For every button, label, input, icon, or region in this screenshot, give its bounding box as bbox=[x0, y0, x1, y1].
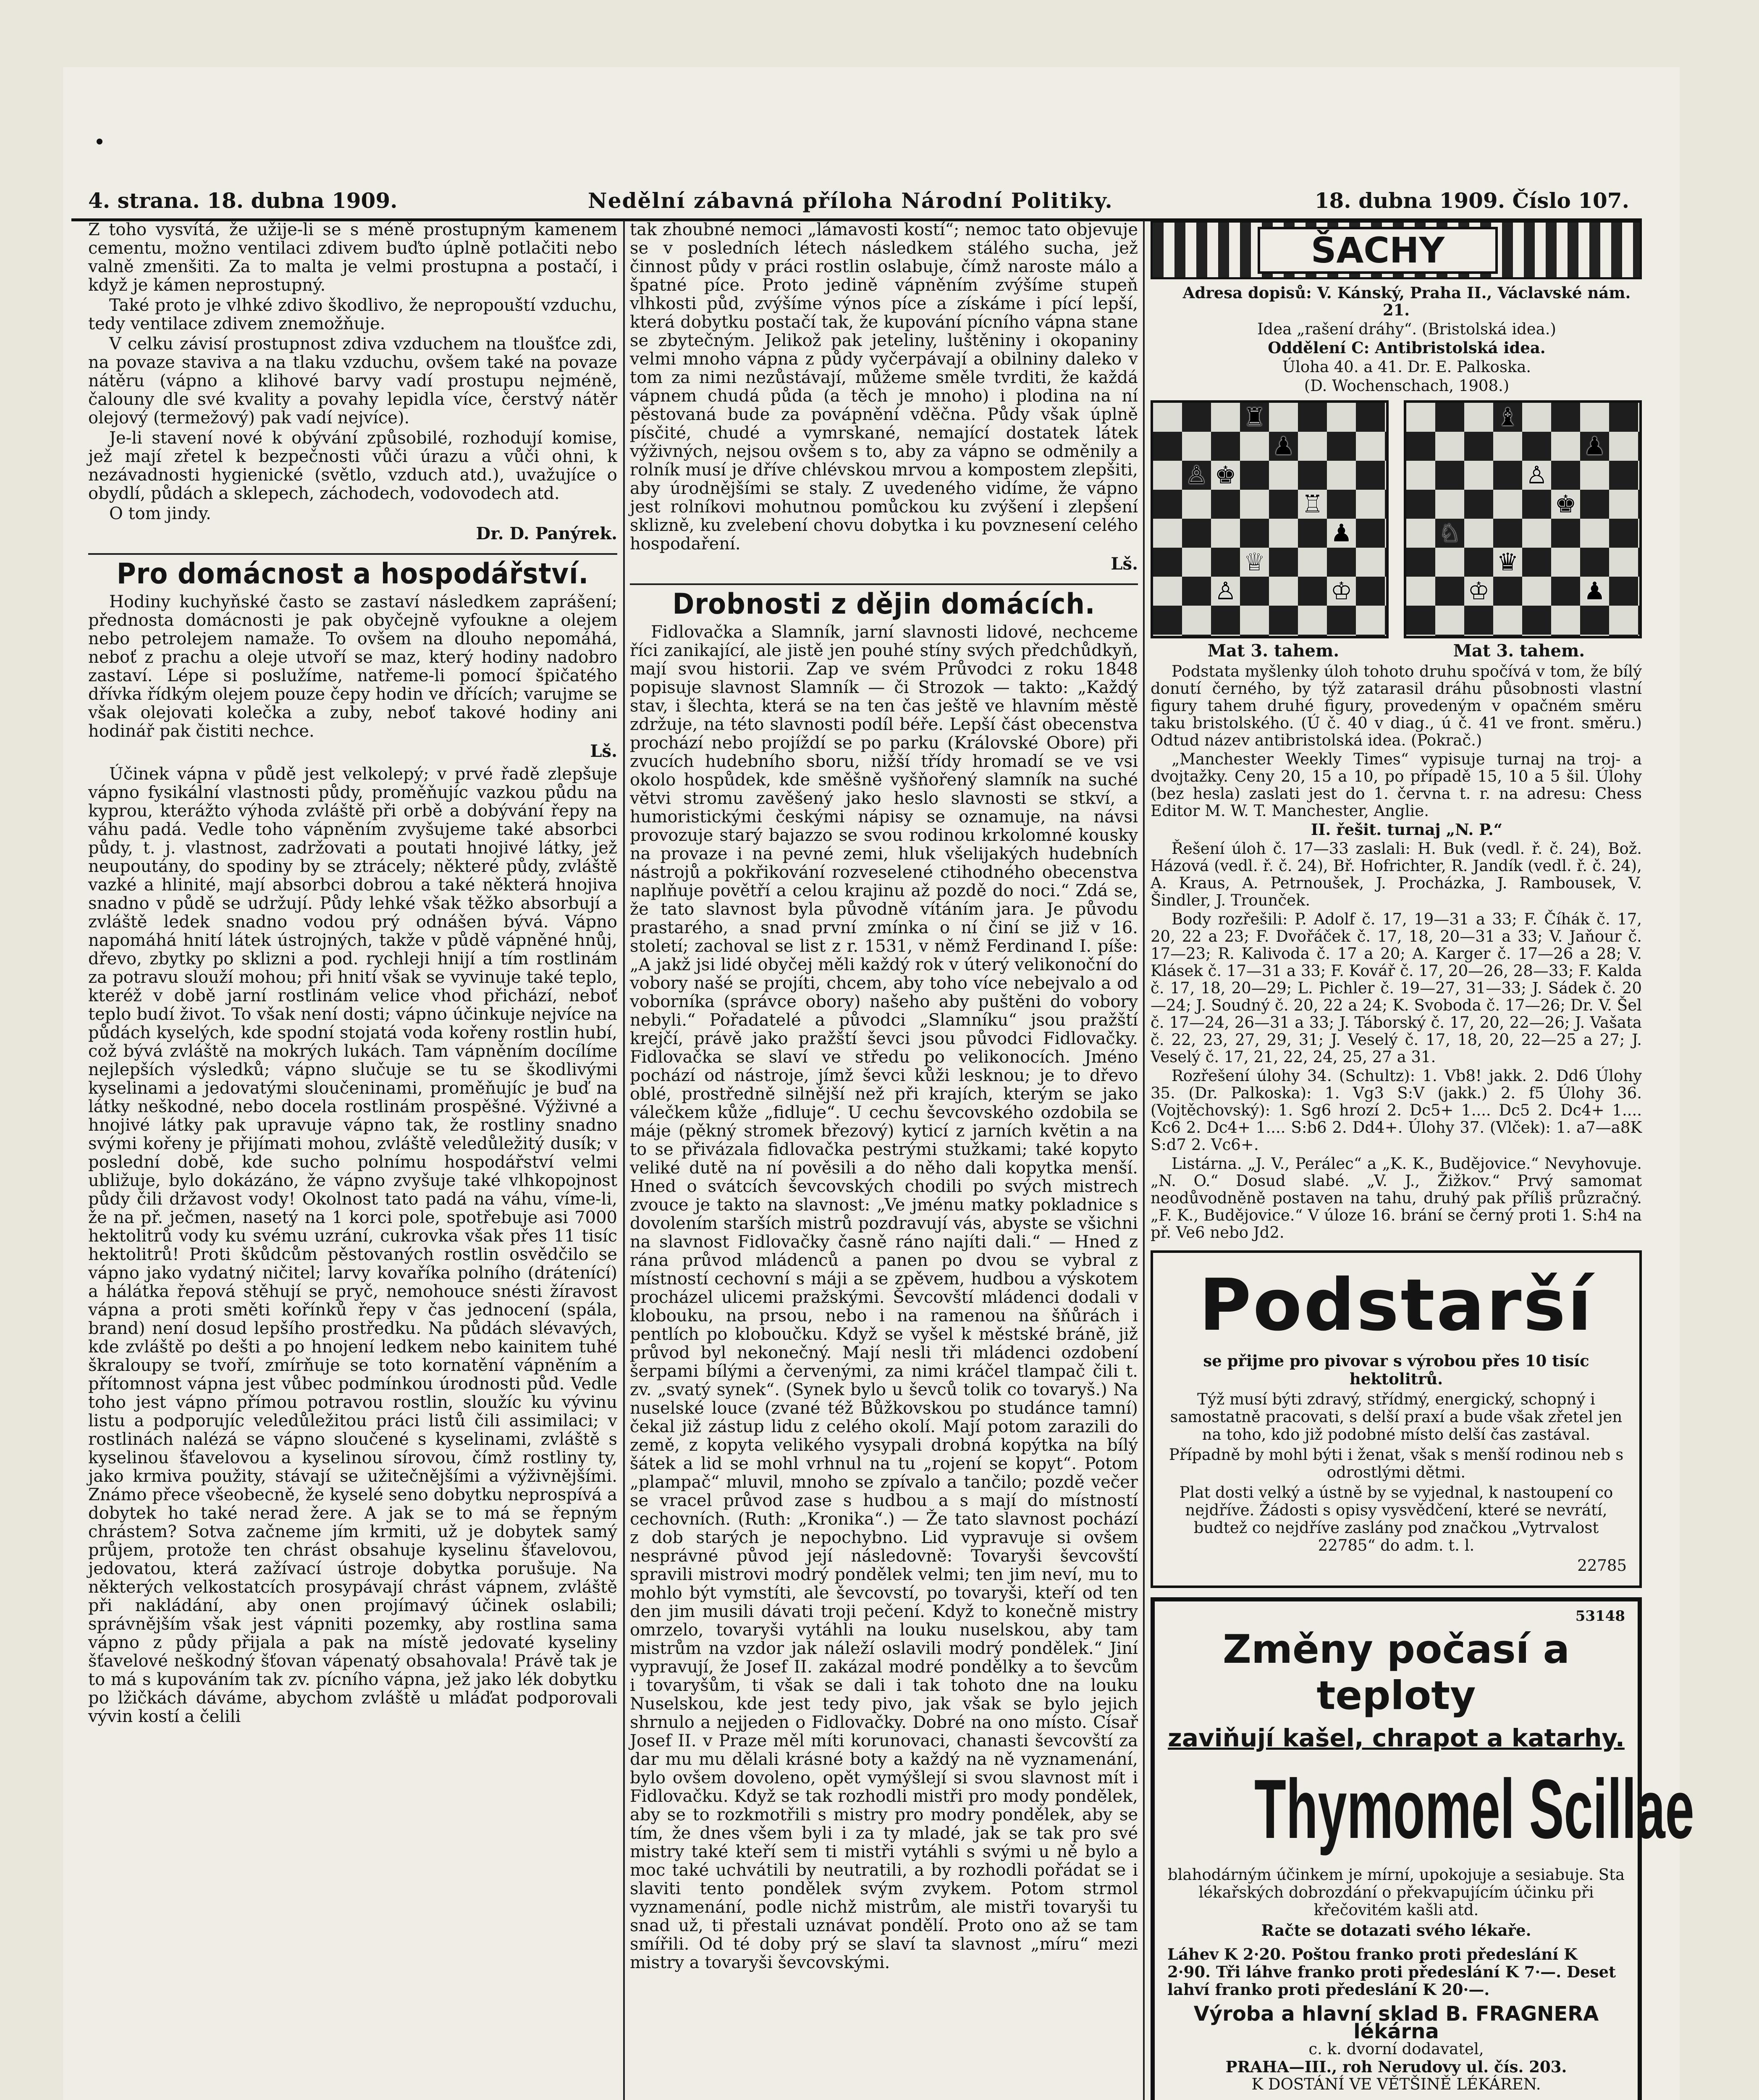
ad-line: Račte se dotazati svého lékaře. bbox=[1261, 1921, 1531, 1940]
chess-diagrams bbox=[1151, 400, 1642, 638]
ad-code: 22785 bbox=[1577, 1557, 1627, 1575]
article-paragraph: V celku závisí prostupnost zdiva vzduchem na tloušťce zdi, na povaze staviva a na tlaku vzduchu, ovšem také na povaze nátěru (vápno a klihové barvy vadí prostupu nejméně, čalouny dle své kvality a povahy lepidla více, čerstvý nátěr olejový (termežový) pak vadí nejvíce). bbox=[88, 334, 617, 428]
column-3 bbox=[1151, 220, 1694, 2100]
chess-captions bbox=[1151, 642, 1642, 660]
ad-seller: Výroba a hlavní sklad B. FRAGNERA lékárna bbox=[1193, 2002, 1599, 2043]
author-signature: Lš. bbox=[1111, 554, 1138, 574]
chess-problems: Úloha 40. a 41. Dr. E. Palkoska. bbox=[1282, 358, 1531, 376]
chess-department: Oddělení C: Antibristolská idea. bbox=[1268, 339, 1546, 357]
chess-piece: ♖ bbox=[1301, 490, 1324, 518]
column-divider bbox=[623, 220, 625, 2100]
chess-caption: Mat 3. tahem. bbox=[1207, 641, 1340, 661]
ad-subheadline: zaviňují kašel, chrapot a katarhy. bbox=[1168, 1724, 1625, 1752]
ad-line: Týž musí býti zdravý, střídmý, energický, schopný i samostatně pracovati, s delší praxí a bude však zřetel jen na toho, kdo již podobné místo delší čas zastával. bbox=[1170, 1390, 1623, 1444]
column-1 bbox=[88, 220, 617, 1727]
chess-banner bbox=[1151, 220, 1642, 279]
chess-text: Listárna. „J. V., Perálec“ a „K. K., Budějovice.“ Nevyhovuje. „N. O.“ Dosud slabé. „V. J., Žižkov.“ Prvý samomat neodůvodněně postaven na tahu, druhý pak příliš průzračný. „F. K., Budějovice.“ V úloze 16. brání se černý proti 1. S:h4 na př. Ve6 nebo Jd2. bbox=[1151, 1155, 1642, 1242]
ad-available: K DOSTÁNÍ VE VĚTŠINĚ LÉKÁREN. bbox=[1251, 2075, 1541, 2093]
chess-piece: ♟ bbox=[1583, 577, 1606, 605]
article-paragraph: Z toho vysvítá, že užije-li se s méně prostupným kamenem cementu, možno ventilaci zdivem buďto úplně potlačiti nebo valně zmenšiti. Za to malta je velmi prostupna a postačí, i když je kámen neprostupný. bbox=[88, 220, 617, 295]
chess-text: Řešení úloh č. 17—33 zaslali: H. Buk (vedl. ř. č. 24), Bož. Házová (vedl. ř. č. 24), Bř. Hofrichter, R. Jandík (vedl. ř. č. 24), A. Kraus, A. Petrnoušek, J. Procházka, J. Rambousek, V. Šindler, J. Trounček. bbox=[1151, 840, 1642, 909]
chess-board-41 bbox=[1404, 400, 1642, 638]
chess-piece: ♔ bbox=[1468, 577, 1490, 605]
chess-text: Body rozřešili: P. Adolf č. 17, 19—31 a 33; F. Číhák č. 17, 20, 22 a 23; F. Dvořáček č. 17, 18, 20—31 a 33; V. Jaňour č. 17—23; R. Kalivoda č. 17 a 20; A. Karger č. 17—26 a 28; V. Klásek č. 17—31 a 33; F. Kovář č. 17, 20—26, 28—33; F. Kalda č. 17, 18, 20—29; L. Pichler č. 19—27, 31—33; J. Sádek č. 20—24; J. Soudný č. 20, 22 a 24; K. Svoboda č. 17—26; Dr. V. Šel č. 17—24, 26—31 a 33; J. Táborský č. 17, 20, 22—26; J. Vašata č. 22, 23, 27, 29, 31; J. Veselý č. 17, 18, 20, 22—25 a 27; J. Veselý č. 17, 21, 22, 24, 25, 27 a 31. bbox=[1151, 910, 1642, 1066]
article-paragraph: O tom jindy. bbox=[109, 504, 211, 523]
article-paragraph: Je-li stavení nové k obývání způsobilé, rozhodují komise, jež mají zřetel k bezpečnosti vůči úrazu a vůči ohni, k nezávadnosti hygienické (světlo, vzduch atd.), uvažujíce o obydlí, půdách a sklepech, záchodech, vodovodech atd. bbox=[88, 428, 617, 503]
article-paragraph: tak zhoubné nemoci „lámavosti kostí“; nemoc tato objevuje se v posledních létech následkem stálého sucha, jež činnost půdy v práci rostlin oslabuje, čímž naroste málo a špatné píce. Proto jedině vápněním zvýšíme stupeň vlhkosti půd, zvýšíme výnos píce a získáme i pící lepší, která dobytku postačí tak, že kupování pícního vápna stane se zbytečným. Jelikož pak jeteliny, luštěniny i okopaniny velmi mnoho vápna z půdy vyčerpávají a obilniny daleko v tom za nimi nezůstávají, můžeme směle tvrditi, že každá vápnem chudá půda (a těch je mnoho) i plodina na ní pěstovaná bude za povápnění vděčna. Půdy však úplně písčité, chudé a vymrskané, nemající dostatek látek výživných, nejsou ovšem s to, aby za vápno se odměnily a rolník musí je dříve chlévskou mrvou a kompostem zlepšiti, aby úrodnějšími se staly. Z uvedeného vidíme, že vápno jest rolníkovi mohutnou pomůckou ku zvýšení i zlepšení sklizně, ku zvelebení chovu dobytka i ku povznesení celého hospodaření. bbox=[630, 220, 1138, 554]
section-title: Drobnosti z dějin domácích. bbox=[672, 588, 1096, 621]
ad-line: blahodárným účinkem je mírní, upokojuje a sesiabuje. Sta lékařských dobrozdání o překvapujícím účinku při křečovitém kašli atd. bbox=[1167, 1866, 1625, 1919]
chess-piece: ♚ bbox=[1555, 490, 1577, 518]
ad-address: PRAHA—III., roh Nerudovy ul. čís. 203. bbox=[1225, 2058, 1567, 2076]
article-paragraph: Fidlovačka a Slamník, jarní slavnosti lidové, nechceme říci zanikající, ale jistě jen pouhé stíny svých předchůdkyň, mají svou historii. Zap ve svém Průvodci z roku 1848 popisuje slavnost Slamník — či Strozok — takto: „Každý stav, i šlechta, která se na ten čas ještě ve hlavním městě zdržuje, na této slavnosti podíl béře. Lepší část obecenstva prochází nebo projíždí se po parku (Královské Obore) při zvucích hudebního sboru, nižší třídy hromadí se ve vsi okolo hospůdek, kde směšně vyšňořený slamník na suché větvi stromu zavěšený jako heslo slavnosti se stkví, a humoristickými českými nápisy se oznamuje, na návsi provozuje starý bajazzo se svou rodinou krkolomné kousky na provaze i na pevné zemi, hluk všelijakých hudebních nástrojů a pokřikování rozveselené ctihodného obecenstva naplňuje povětří a celou krajinu až pozdě do noci.“ Zdá se, že tato slavnost byla původně vítáním jara. Je původu prastarého, a snad první zmínka o ní činí se již v 16. století; zachoval se list z r. 1531, v němž Ferdinand I. píše: „A jakž jsi lidé obyčej měli každý rok v úterý velikonoční do vobory našé se projíti, chcem, aby toho více nebejvalo a od voborníka (správce obory) našeho aby puštěni do vobory nebyli.“ Pořadatelé a původci „Slamníku“ jsou pražští krejčí, právě jako pražští ševci jsou původci Fidlovačky. Fidlovačka se slaví ve středu po velikonocích. Jméno pochází od nástroje, jímž ševci kůži lesknou; je to dřevo oblé, prostředně silnější než při krajích, kterým se jako válečkem kůže „fidluje“. U cechu ševcovského ozdobila se máje (pěkný stromek březový) kyticí z jarních květin a na to se přivázala fidlovačka pestrými stužkami; také kopyto veliké dutě na ní pověsili a do něho dali kopytka menší. Hned o svátcích ševcovských chodili po svých mistrech zvouce je takto na slavnost: „Ve jménu matky pokladnice s dovolením starších mistrů pozdravují vás, abyste se všichni na slavnost Fidlovačky časně ráno najíti dali.“ — Hned z rána průvod mládenců a panen po dvou se vybral z místností cechovní s máji a se zpěvem, hudbou a výskotem procházel ulicemi pražskými. Ševcovští mládenci dodali v klobouku, na prsou, nebo i na ramenou na šňůrách i pentlích po kloboučku. Když se vyšel k městské bráně, již průvod byl nekonečný. Mají nesli tři mládenci ozdobení šerpami bílými a červenými, za nimi kráčel tlampač čili t. zv. „svatý synek“. (Synek bylo u ševců tolik co tovaryš.) Na nuselské louce (zvané též Bůžkovskou po studánce tamní) čekal již zástup lidu z celého okolí. Mají potom zarazili do země, z kopyta velikého vysypali drobná kopýtka na bílý šátek a lid se mohl vrhnul na tu „rojení se kopyt“. Potom „plampač“ mluvil, mnoho se zpívalo a tančilo; pozdě večer se vracel průvod zase s hudbou a s mají do místností cechovních. (Ruth: „Kronika“.) — Že tato slavnost pochází z dob starých je nepochybno. Lid vypravuje si ovšem nesprávné původ její následovně: Tovaryši ševcovští spravili mistrovi modrý pondělek velmi; ten jim neví, mu to mohlo být vymstíti, ale ševcovstí, po tovaryši, kteří od ten den jim musili dávati troji pečení. Když to konečně mistry omrzelo, tovaryši vytáhli na louku nuselskou, aby tam mistrům na vzdor jak náleží oslavili modrý pondělek.“ Jiní vypravují, že Josef II. zakázal modré pondělky a to ševcům i tovaryšům, ti však se dali i tak tohoto dne na louku Nuselskou, kde jest tedy pivo, jak však se bylo jejich shrnulo a nejjeden o Fidlovačky. Dobré na ono místo. Císař Josef II. v Praze měl míti korunovaci, chanasti ševcovští za dar mu mu dělali krásné boty a každý na ně vyznamenání, bylo ovšem dovoleno, opět vymýšlejí si svou slavnost mít i Fidlovačku. Když se tak rozhodli mistři pro mody pondělek, aby se to rozkmotřili s mistry pro modry pondělek, aby se tím, že dnes všem byli i za ty mladé, jak se tak pro své mistry také kteří sem ti mistři vytáhli s svými u ně bylo a moc také uchvátili by neutratili, a by rozhodli pořádat se i slaviti tento pondělek svým zvykem. Potom strmol vyznamenání, podle nichž mistrům, ale mistři tovaryši tu snad už, ti přestali uznávat pondělí. Proto ono až se tam smířili. Od té doby prý se slaví ta slavnost „míru“ mezi mistry a tovaryši ševcovskými. bbox=[630, 622, 1138, 1972]
ad-code: 53148 bbox=[1575, 1608, 1625, 1625]
chess-text: „Manchester Weekly Times“ vypisuje turnaj na troj- a dvojtažky. Ceny 20, 15 a 10, po případě 15, 10 a 5 šil. Úlohy (bez hesla) zaslati jest do 1. června t. r. na adresu: Chess Editor M. W. T. Manchester, Anglie. bbox=[1151, 750, 1642, 820]
chess-tourney-title: II. řešit. turnaj „N. P.“ bbox=[1311, 820, 1503, 839]
article-paragraph: Také proto je vlhké zdivo škodlivo, že nepropouští vzduchu, tedy ventilace zdivem znemožňuje. bbox=[88, 296, 617, 333]
section-title: Pro domácnost a hospodářství. bbox=[116, 557, 589, 591]
ad-price-line: Láhev K 2·20. Poštou franko proti předeslání K 2·90. Tři láhve franko proti předeslání K 7·—. Deset lahví franko proti předeslání K 20·—. bbox=[1167, 1945, 1616, 1999]
section-divider bbox=[88, 553, 617, 555]
header-page-date: 4. strana. 18. dubna 1909. bbox=[88, 188, 398, 213]
header-publication: Nedělní zábavná příloha Národní Politiky. bbox=[588, 188, 1113, 213]
chess-piece: ♟ bbox=[1583, 432, 1606, 460]
chess-piece: ♛ bbox=[1497, 548, 1519, 576]
chess-piece: ♙ bbox=[1214, 577, 1237, 605]
article-paragraph: Účinek vápna v půdě jest velkolepý; v prvé řadě zlepšuje vápno fysikální vlastnosti půdy, proměňujíc vazkou půdu na kyprou, kterážto výhoda zvláště při orbě a dobývání řepy na váhu padá. Vedle toho vápněním zvyšujeme také absorbci půdy, t. j. vlastnost, zadržovati a poutati hnojivé látky, jež neupoutány, do spodiny by se ztrácely; některé půdy, zvláště vazké a hlinité, mají absorbci dobrou a také některá hnojiva snadno v půdě se udržují. Půdy lehké však těžko absorbují a zvláště ledek snadno vodou prý odnášen bývá. Vápno napomáhá hnití látek ústrojných, takže v půdě vápněné hnůj, dřevo, zbytky po sklizni a pod. rychleji hnijí a tím rostlinám za potravu slouží mohou; při hnití však se vyvinuje také teplo, kteréž v době jarní rostlinám velice vhod přichází, neboť teplo budí život. To však není dosti; vápno účinkuje nejvíce na půdách kyselých, kde spodní stojatá voda kořeny rostlin hubí, což bývá zvláště na mokrých lukách. Tam vápněním docílíme nejlepších výsledků; vápno slučuje se tu se škodlivými kyselinami a jedovatými sloučeninami, proměňujíc je buď na látky neškodné, nebo docela rostlinám prospěšné. Výživné a hnojivé látky pak upravuje vápno tak, že rostliny snadno svými kořeny je přijímati mohou, zvláště veledůležitý dusík; v poslední době, kde sucho polnímu hospodářství velmi ubližuje, bylo dokázáno, že vápno zvyšuje také vlhkopojnost půdy čili državost vody! Okolnost tato padá na váhu, víme-li, že na př. ječmen, nasetý na 1 korci pole, spotřebuje asi 7000 hektolitrů vody ku svému uzrání, cukrovka však přes 11 tisíc hektolitrů! Proti škůdcům pěstovaných rostlin osvědčilo se vápno jako vydatný ničitel; larvy kovaříka polního (drátenící) a hálátka řepová stěhují se pryč, nemohouce snésti žíravost vápna a proti směti kořínků řepy v čas jednocení (spála, brand) není dosud lepšího prostředku. Na půdách slévavých, kde zvláště po dešti a po hnojení ledkem nebo kainitem tuhé škraloupy se tvoří, zmírňuje se toto kornatění vápněním a přítomnost vápna jest vůbec podmínkou úrodnosti půd. Vedle toho jest vápno přímou potravou rostlin, sloužíc ku vývinu listu a podporujíc veledůležitou práci listů čili assimilaci; v rostlinách nalézá se vápno sloučené s kyselinami, zvláště s kyselinou šťavelovou a kyselinou sírovou, čímž rostliny ty, jako krmiva použity, stávají se užitečnějšími a výživnějšími. Známo přece všeobecně, že kyselé seno dobytku neprospívá a dobytek ho také nerad žere. A jak se to má se řepným chrástem? Sotva začneme jím krmiti, už je dobytek samý průjem, protože ten chrást obsahuje kyselinu šťavelovou, jedovatou, která zažívací ústroje dobytka porušuje. Na některých velkostatcích prosypávají chrást vápnem, zvláště při nakládání, aby onen projímavý účinek oslabili; správnějším však jest vápniti pozemky, aby rostlina sama vápno z půdy přijala a pak na místě jedovaté kyseliny šťavelové neškodný šťovan vápenatý obsahovala! Právě tak je to má s kupováním tak zv. pícního vápna, jež jako lék dobytku po lžičkách dáváme, abychom zvláště u mláďat podporovali vývin kostí a čelili bbox=[88, 764, 617, 1726]
chess-source: (D. Wochenschach, 1908.) bbox=[1304, 377, 1510, 395]
chess-text: Rozřešení úlohy 34. (Schultz): 1. Vb8! jakk. 2. Dd6 Úlohy 35. (Dr. Palkoska): 1. Vg3 S:V (jakk.) 2. f5 Úlohy 36. (Vojtěchovský): 1. Sg6 hrozí 2. Dc5+ 1.... Dc5 2. Dc4+ 1.... Kc6 2. Dc4+ 1.... S:b6 2. Dd4+. Úlohy 37. (Vlček): 1. a7—a8K S:d7 2. Vc6+. bbox=[1151, 1067, 1642, 1154]
ad-line: Plat dosti velký a ústně by se vyjednal, k nastoupení co nejdříve. Žádosti s opisy vysvědčení, které se nevrátí, budtež co nejdříve zaslány pod značkou „Vytrvalost 22785“ do adm. t. l. bbox=[1179, 1483, 1613, 1554]
chess-piece: ♔ bbox=[1330, 577, 1353, 605]
page-header bbox=[71, 185, 1642, 221]
chess-caption: Mat 3. tahem. bbox=[1453, 641, 1585, 661]
ad-line: Případně by mohl býti i ženat, však s menší rodinou neb s odrostlými dětmi. bbox=[1169, 1446, 1624, 1481]
section-divider bbox=[630, 583, 1138, 585]
chess-text: Podstata myšlenky úloh tohoto druhu spočívá v tom, že bílý donutí černého, by týž zatarasil dráhu působnosti vlastní figury tahem druhé figury, provedeným v opačném směru taku bristolského. (Ú č. 40 v diag., ú č. 41 ve front. směru.) Odtud název antibristolská idea. (Pokrač.) bbox=[1151, 662, 1642, 749]
chess-piece: ♘ bbox=[1439, 519, 1461, 547]
chess-idea: Idea „rašení dráhy“. (Bristolská idea.) bbox=[1257, 320, 1556, 338]
chess-title: ŠACHY bbox=[1258, 227, 1498, 274]
ad-supplier: c. k. dvorní dodavatel, bbox=[1308, 2040, 1484, 2058]
chess-piece: ♜ bbox=[1243, 403, 1266, 431]
chess-piece: ♟ bbox=[1330, 519, 1353, 547]
chess-address: Adresa dopisů: V. Kánský, Praha II., Václavské nám. 21. bbox=[1182, 284, 1631, 319]
column-2 bbox=[630, 220, 1138, 1974]
chess-piece: ♙ bbox=[1526, 461, 1548, 489]
header-issue: 18. dubna 1909. Číslo 107. bbox=[1314, 188, 1629, 213]
ad-headline: Změny počasí a teploty bbox=[1222, 1627, 1570, 1719]
ad-brand: Thymomel Scillae bbox=[1254, 1762, 1694, 1856]
chess-board-40 bbox=[1151, 400, 1389, 638]
chess-piece: ♕ bbox=[1243, 548, 1266, 576]
advertisement-thymomel bbox=[1151, 1597, 1694, 2100]
author-signature: Lš. bbox=[590, 741, 617, 761]
ink-dot bbox=[97, 139, 102, 144]
ad-headline: Podstarší bbox=[1199, 1264, 1594, 1347]
advertisement-podstarsi bbox=[1151, 1250, 1642, 1588]
chess-piece: ♟ bbox=[1272, 432, 1295, 460]
column-divider bbox=[1143, 220, 1145, 2100]
chess-piece: ♙ bbox=[1185, 461, 1208, 489]
chess-piece: ♝ bbox=[1497, 403, 1519, 431]
ad-prices bbox=[1167, 1945, 1625, 1998]
article-paragraph: Hodiny kuchyňské často se zastaví následkem zaprášení; přednosta domácnosti je pak obyčejně vyfoukne a olejem nebo petrolejem namaže. To ovšem na dlouho nepomáhá, neboť z prachu a oleje utvoří se maz, který hodiny nadobro zastaví. Lépe si poslužíme, natřeme-li pomocí špičatého dřívka řídkým olejem pouze čepy hodin ve dřících; varujme se však olejovati kolečka a zuby, neboť takové hodiny ani hodinář pak čistiti nechce. bbox=[88, 592, 617, 741]
author-signature: Dr. D. Panýrek. bbox=[476, 524, 617, 543]
ad-line: se přijme pro pivovar s výrobou přes 10 tisíc hektolitrů. bbox=[1203, 1352, 1589, 1388]
chess-piece: ♚ bbox=[1214, 461, 1237, 489]
